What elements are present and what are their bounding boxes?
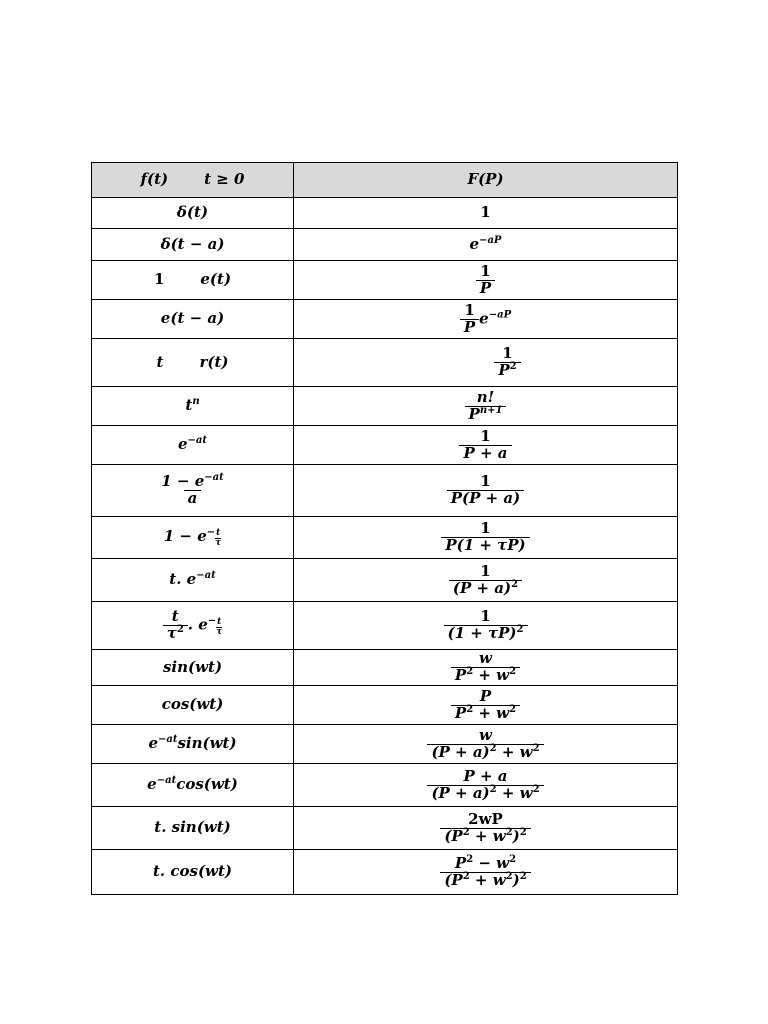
fp-numerator: n! [476, 387, 495, 406]
ft-lead: t. e [169, 570, 197, 589]
fp-den-b-exp: 2 [505, 870, 513, 882]
table-row [92, 725, 678, 764]
fp-cell [294, 725, 678, 764]
ft-tail: sin(wt) [177, 734, 237, 753]
fp-cell [294, 686, 678, 725]
fp-den-a-exp: 2 [489, 742, 497, 754]
fp-exponent: −aP [479, 234, 502, 246]
ft-expr: sin(wt) [162, 657, 223, 676]
ft-exp-den: τ [215, 537, 222, 548]
header-ft: f(t) [140, 170, 169, 189]
fp-fraction [451, 686, 520, 722]
fp-denominator: P(P + a) [447, 490, 525, 507]
fp-numerator: 1 [480, 472, 491, 491]
fp-den-a-exp: 2 [462, 826, 470, 838]
ft-exp-fraction [215, 529, 221, 548]
fp-denominator [449, 580, 522, 597]
ft-numerator [157, 474, 227, 490]
fp-den-b-exp: 2 [532, 742, 540, 754]
fp-denominator [451, 667, 520, 684]
fp-denominator [440, 828, 530, 845]
fp-den-c-exp: 2 [519, 870, 527, 882]
fp-den-b: + w [496, 783, 533, 802]
ft-exponent: −at [156, 775, 177, 787]
fp-den-exponent: 2 [509, 361, 517, 372]
ft-cell [92, 807, 294, 850]
fp-denominator: P [476, 280, 495, 297]
ft-base: e [148, 734, 158, 753]
ft-exp-fraction [216, 618, 222, 637]
table-row [92, 229, 678, 261]
fp-den-b-exp: 2 [509, 666, 517, 677]
table-row [92, 426, 678, 465]
fp-den-base: (1 + τP) [447, 624, 517, 642]
fp-den-base: P [468, 404, 480, 423]
fp-numerator: 1 [480, 261, 491, 280]
fp-denominator [444, 625, 528, 642]
table-row [92, 300, 678, 339]
table-row [92, 339, 678, 387]
ft-tail: cos(wt) [176, 775, 238, 794]
ft-exponent: −at [196, 570, 216, 582]
fp-cell [294, 807, 678, 850]
fp-cell [294, 764, 678, 807]
ft-exp-num: t [216, 527, 221, 538]
fp-den-b-exp: 2 [532, 783, 540, 795]
ft-cell [92, 300, 294, 339]
ft-cell [92, 559, 294, 602]
fp-denominator: P [460, 319, 479, 336]
fp-numerator: 1 [464, 300, 475, 319]
ft-lead: 1 − e [163, 526, 207, 545]
fp-den-a: P [454, 703, 467, 722]
header-laplace-domain [294, 163, 678, 198]
table-row [92, 387, 678, 426]
fp-expr: 1 [480, 203, 491, 222]
ft-expr: cos(wt) [161, 695, 224, 714]
ft-cell [92, 850, 294, 895]
ft-mid: . e [187, 615, 208, 634]
fp-fraction [441, 521, 529, 554]
ft-num-exponent: −at [204, 472, 224, 484]
ft-denominator [163, 625, 188, 642]
fp-cell [294, 602, 678, 650]
ft-cell [92, 650, 294, 686]
fp-denominator [427, 744, 543, 761]
ft-cell [92, 725, 294, 764]
table-row [92, 807, 678, 850]
fp-fraction [476, 261, 495, 297]
table-row [92, 198, 678, 229]
ft-cell [92, 764, 294, 807]
fp-den-c: ) [512, 870, 520, 889]
ft-base: e [147, 775, 157, 794]
fp-numerator: w [479, 649, 492, 668]
fp-num-b: − w [473, 853, 510, 872]
ft-exp-den: τ [216, 626, 223, 637]
header-condition: t ≥ 0 [204, 170, 245, 189]
fp-den-exponent: n+1 [479, 404, 503, 416]
fp-den-b: + w [473, 666, 510, 684]
fp-fraction [451, 651, 520, 684]
fp-denominator: P + a [459, 445, 511, 462]
ft-den-base: τ [166, 624, 177, 642]
ft-fraction [163, 609, 188, 642]
fp-cell [294, 559, 678, 602]
table-row [92, 261, 678, 300]
fp-cell [294, 465, 678, 517]
fp-den-a-exp: 2 [462, 870, 470, 882]
fp-denominator [427, 785, 543, 802]
fp-base: e [469, 234, 480, 253]
fp-cell [294, 339, 678, 387]
fp-numerator: P + a [463, 766, 508, 785]
table-row [92, 517, 678, 559]
ft-expr: δ(t) [176, 203, 209, 222]
fp-fraction [427, 725, 543, 761]
fp-den-b: + w [496, 742, 533, 761]
fp-numerator: w [479, 725, 492, 744]
fp-den-a: (P + a) [431, 742, 490, 761]
ft-cell [92, 602, 294, 650]
fp-fraction [494, 346, 520, 379]
fp-fraction [459, 426, 511, 462]
table-row [92, 465, 678, 517]
fp-fraction [447, 474, 525, 507]
fp-fraction [449, 561, 522, 597]
fp-numerator: 1 [502, 344, 513, 363]
fp-den-b: + w [469, 870, 506, 889]
ft-cell [92, 465, 294, 517]
fp-denominator [494, 362, 520, 379]
fp-den-c: ) [512, 826, 520, 845]
fp-cell [294, 517, 678, 559]
fp-cell [294, 850, 678, 895]
table-row [92, 850, 678, 895]
ft-cell [92, 426, 294, 465]
fp-den-c-exp: 2 [519, 826, 527, 838]
fp-num-a: P [454, 853, 467, 872]
fp-num-a-exp: 2 [466, 853, 474, 865]
ft-exponent: −at [187, 435, 208, 447]
fp-fraction [460, 300, 479, 336]
ft-numerator: t [171, 607, 179, 626]
ft-cell [92, 517, 294, 559]
ft-expr: δ(t − a) [160, 234, 225, 253]
fp-fraction [444, 609, 528, 642]
fp-den-b: + w [469, 826, 506, 845]
fp-den-a-exp: 2 [489, 783, 497, 795]
ft-cell [92, 261, 294, 300]
fp-den-base: P [498, 361, 510, 379]
fp-den-b-exp: 2 [505, 826, 513, 838]
ft-num-base: 1 − e [161, 472, 205, 491]
fp-cell [294, 261, 678, 300]
fp-numerator [451, 853, 520, 872]
fp-den-a-exp: 2 [466, 703, 474, 715]
fp-numerator: 1 [480, 607, 491, 626]
fp-denominator [451, 705, 520, 722]
fp-den-a-exp: 2 [466, 666, 474, 677]
fp-cell [294, 300, 678, 339]
ft-expr: e(t) [200, 270, 232, 289]
fp-den-a: P [454, 666, 467, 684]
fp-numerator: P [479, 686, 492, 705]
ft-exp-sign: − [206, 526, 216, 538]
ft-cell [92, 198, 294, 229]
header-fp: F(P) [467, 170, 504, 189]
fp-den-b-exp: 2 [509, 703, 517, 715]
fp-numerator: 2wP [468, 809, 503, 828]
fp-denominator [440, 872, 530, 889]
table-row [92, 602, 678, 650]
fp-den-a: (P [444, 826, 463, 845]
header-time-domain [92, 163, 294, 198]
ft-cell [92, 229, 294, 261]
fp-cell [294, 229, 678, 261]
fp-num-b-exp: 2 [509, 853, 517, 865]
fp-den-a: (P [444, 870, 463, 889]
ft-exp-sign: − [207, 615, 217, 627]
ft-den-exponent: 2 [176, 624, 184, 635]
fp-den-base: (P + a) [452, 578, 512, 597]
ft-denominator: a [184, 490, 202, 507]
fp-cell [294, 650, 678, 686]
ft-expr: t. sin(wt) [154, 818, 231, 837]
ft-alias: t [156, 352, 164, 371]
fp-base: e [479, 309, 489, 327]
fp-den-exponent: 2 [516, 624, 524, 635]
ft-fraction [157, 474, 227, 507]
ft-base: e [177, 435, 188, 454]
ft-exponent: n [192, 396, 200, 408]
fp-den-a: (P + a) [431, 783, 490, 802]
ft-base: t [185, 396, 193, 415]
ft-exponent: −at [157, 734, 178, 746]
fp-denominator: P(1 + τP) [441, 537, 529, 554]
fp-exponent: −aP [488, 309, 512, 320]
table-row [92, 764, 678, 807]
ft-exp-num: t [217, 616, 222, 627]
fp-numerator: 1 [480, 561, 491, 580]
fp-cell [294, 387, 678, 426]
fp-cell [294, 426, 678, 465]
ft-cell [92, 686, 294, 725]
ft-expr: r(t) [199, 352, 229, 371]
fp-den-exponent: 2 [511, 578, 519, 590]
table-row [92, 650, 678, 686]
ft-alias: 1 [153, 270, 165, 289]
fp-denominator [465, 406, 507, 423]
fp-fraction [427, 766, 543, 802]
fp-fraction [440, 853, 530, 889]
table-row [92, 686, 678, 725]
fp-den-b: + w [473, 703, 510, 722]
ft-expr: t. cos(wt) [153, 862, 232, 881]
ft-cell [92, 387, 294, 426]
ft-expr: e(t − a) [160, 309, 225, 328]
fp-fraction [440, 809, 530, 845]
ft-cell [92, 339, 294, 387]
fp-fraction [465, 387, 507, 423]
fp-numerator: 1 [480, 519, 491, 538]
fp-cell [294, 198, 678, 229]
table-row [92, 559, 678, 602]
fp-numerator: 1 [480, 426, 491, 445]
table-header-row [92, 163, 678, 198]
laplace-transform-table [91, 162, 678, 895]
